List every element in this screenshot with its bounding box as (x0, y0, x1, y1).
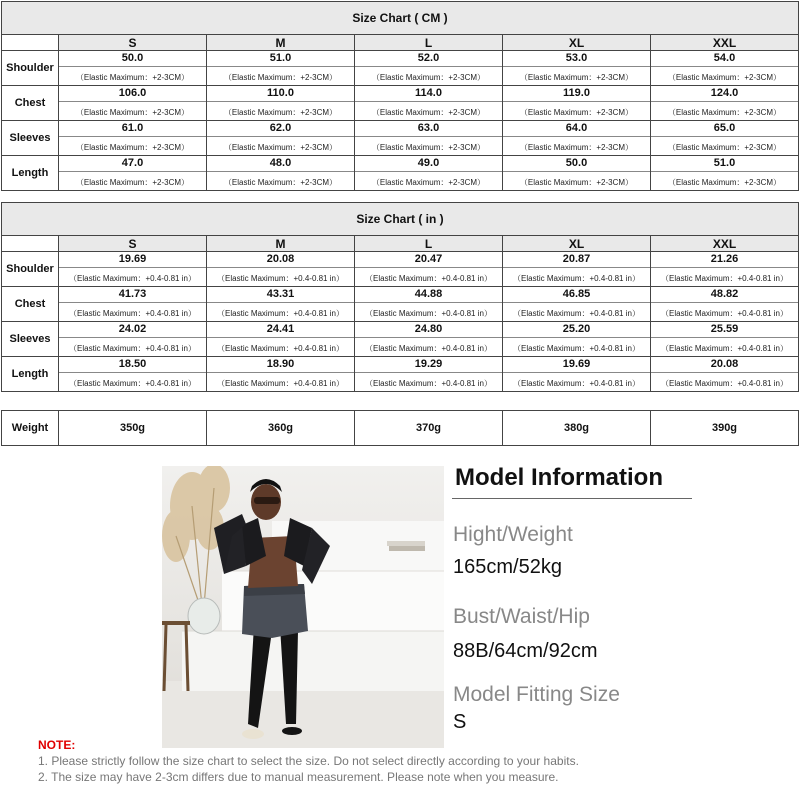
size-chart-cm (1, 1, 799, 191)
table-cell: 50.0 （Elastic Maximum：+2-3CM） (59, 51, 207, 86)
table-cell: 18.50 （Elastic Maximum：+0.4-0.81 in） (59, 357, 207, 392)
size-header-m: M (207, 236, 355, 252)
table-cell: 47.0 （Elastic Maximum：+2-3CM） (59, 156, 207, 191)
model-photo (162, 466, 444, 748)
table-cell: 20.08 （Elastic Maximum：+0.4-0.81 in） (651, 357, 799, 392)
height-weight-label: Hight/Weight (453, 523, 573, 546)
table-cell: 19.69 （Elastic Maximum：+0.4-0.81 in） (59, 252, 207, 287)
table-cell: 52.0 （Elastic Maximum：+2-3CM） (355, 51, 503, 86)
size-header-xl: XL (503, 35, 651, 51)
table-cell: 25.20 （Elastic Maximum：+0.4-0.81 in） (503, 322, 651, 357)
table-cell: 106.0 （Elastic Maximum：+2-3CM） (59, 86, 207, 121)
size-header-l: L (355, 236, 503, 252)
fitting-size-value: S (453, 711, 467, 733)
size-header-row (2, 236, 799, 252)
table-cell: 20.08 （Elastic Maximum：+0.4-0.81 in） (207, 252, 355, 287)
bust-waist-hip-value: 88B/64cm/92cm (453, 640, 598, 662)
row-label-length: Length (2, 156, 59, 191)
table-cell: 20.47 （Elastic Maximum：+0.4-0.81 in） (355, 252, 503, 287)
weight-table (1, 410, 799, 446)
size-header-row (2, 35, 799, 51)
table-row (2, 411, 799, 446)
row-label-shoulder: Shoulder (2, 252, 59, 287)
note-line-2: 2. The size may have 2-3cm differs due to manual measurement. Please note when you measure. (38, 770, 559, 784)
table-cell: 44.88 （Elastic Maximum：+0.4-0.81 in） (355, 287, 503, 322)
table-cell: 24.41 （Elastic Maximum：+0.4-0.81 in） (207, 322, 355, 357)
table-cell: 19.69 （Elastic Maximum：+0.4-0.81 in） (503, 357, 651, 392)
table-row (2, 51, 799, 86)
table-cell: 64.0 （Elastic Maximum：+2-3CM） (503, 121, 651, 156)
table-cell: 18.90 （Elastic Maximum：+0.4-0.81 in） (207, 357, 355, 392)
table-cell: 53.0 （Elastic Maximum：+2-3CM） (503, 51, 651, 86)
size-header-s: S (59, 236, 207, 252)
size-chart-in (1, 202, 799, 392)
row-label-chest: Chest (2, 287, 59, 322)
table-cell: 21.26 （Elastic Maximum：+0.4-0.81 in） (651, 252, 799, 287)
size-header-m: M (207, 35, 355, 51)
size-chart-in-title: Size Chart ( in ) (2, 203, 799, 236)
table-cell: 41.73 （Elastic Maximum：+0.4-0.81 in） (59, 287, 207, 322)
table-cell: 46.85 （Elastic Maximum：+0.4-0.81 in） (503, 287, 651, 322)
table-row (2, 287, 799, 322)
size-header-xl: XL (503, 236, 651, 252)
table-cell: 51.0 （Elastic Maximum：+2-3CM） (651, 156, 799, 191)
table-cell: 61.0 （Elastic Maximum：+2-3CM） (59, 121, 207, 156)
table-row (2, 322, 799, 357)
table-row (2, 86, 799, 121)
row-label-sleeves: Sleeves (2, 322, 59, 357)
row-label-chest: Chest (2, 86, 59, 121)
title-divider (452, 498, 692, 499)
table-cell: 19.29 （Elastic Maximum：+0.4-0.81 in） (355, 357, 503, 392)
size-header-xxl: XXL (651, 236, 799, 252)
table-cell: 370g (355, 411, 503, 446)
table-cell: 24.80 （Elastic Maximum：+0.4-0.81 in） (355, 322, 503, 357)
model-info-title: Model Information (455, 464, 663, 491)
fitting-size-label: Model Fitting Size (453, 683, 620, 706)
table-cell: 20.87 （Elastic Maximum：+0.4-0.81 in） (503, 252, 651, 287)
row-label-shoulder: Shoulder (2, 51, 59, 86)
table-cell: 360g (207, 411, 355, 446)
table-cell: 49.0 （Elastic Maximum：+2-3CM） (355, 156, 503, 191)
table-cell: 63.0 （Elastic Maximum：+2-3CM） (355, 121, 503, 156)
table-cell: 43.31 （Elastic Maximum：+0.4-0.81 in） (207, 287, 355, 322)
note-line-1: 1. Please strictly follow the size chart to select the size. Do not select directly according to your habits. (38, 754, 579, 768)
table-row (2, 357, 799, 392)
table-cell: 114.0 （Elastic Maximum：+2-3CM） (355, 86, 503, 121)
table-cell: 390g (651, 411, 799, 446)
size-header-xxl: XXL (651, 35, 799, 51)
table-cell: 48.82 （Elastic Maximum：+0.4-0.81 in） (651, 287, 799, 322)
table-row (2, 156, 799, 191)
table-cell: 25.59 （Elastic Maximum：+0.4-0.81 in） (651, 322, 799, 357)
table-row (2, 252, 799, 287)
table-cell: 65.0 （Elastic Maximum：+2-3CM） (651, 121, 799, 156)
row-label-weight: Weight (2, 411, 59, 446)
note-title: NOTE: (38, 738, 76, 752)
bust-waist-hip-label: Bust/Waist/Hip (453, 605, 590, 628)
table-cell: 110.0 （Elastic Maximum：+2-3CM） (207, 86, 355, 121)
table-cell: 119.0 （Elastic Maximum：+2-3CM） (503, 86, 651, 121)
table-cell: 380g (503, 411, 651, 446)
table-cell: 24.02 （Elastic Maximum：+0.4-0.81 in） (59, 322, 207, 357)
table-cell: 51.0 （Elastic Maximum：+2-3CM） (207, 51, 355, 86)
table-cell: 124.0 （Elastic Maximum：+2-3CM） (651, 86, 799, 121)
height-weight-value: 165cm/52kg (453, 556, 562, 578)
size-header-l: L (355, 35, 503, 51)
table-cell: 48.0 （Elastic Maximum：+2-3CM） (207, 156, 355, 191)
row-label-sleeves: Sleeves (2, 121, 59, 156)
model-photo-illustration (162, 466, 444, 748)
size-chart-cm-title: Size Chart ( CM ) (2, 2, 799, 35)
size-header-s: S (59, 35, 207, 51)
table-cell: 54.0 （Elastic Maximum：+2-3CM） (651, 51, 799, 86)
table-cell: 50.0 （Elastic Maximum：+2-3CM） (503, 156, 651, 191)
table-row (2, 121, 799, 156)
row-label-length: Length (2, 357, 59, 392)
table-cell: 350g (59, 411, 207, 446)
table-cell: 62.0 （Elastic Maximum：+2-3CM） (207, 121, 355, 156)
